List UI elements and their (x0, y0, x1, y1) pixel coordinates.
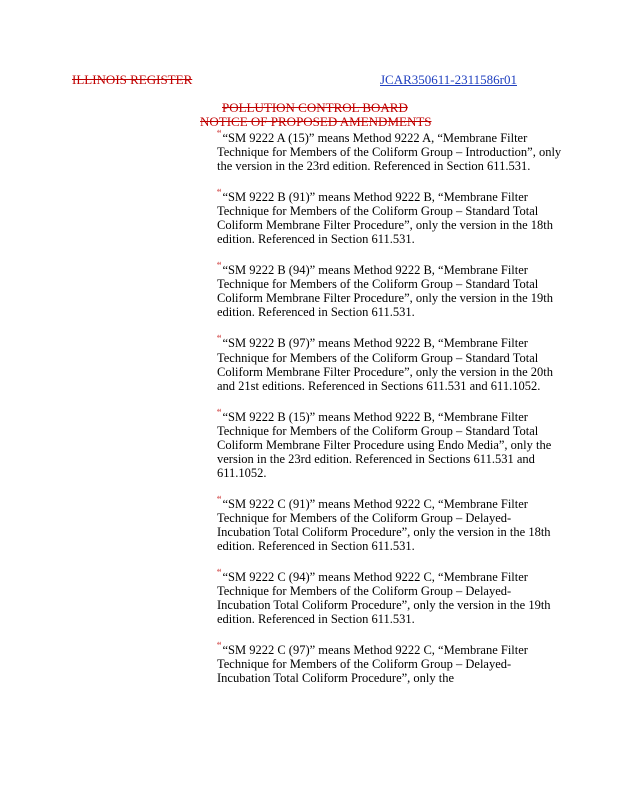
notice-title: NOTICE OF PROPOSED AMENDMENTS (200, 114, 432, 129)
document-id[interactable]: JCAR350611-2311586r01 (380, 72, 517, 87)
definition-text: “SM 9222 B (94)” means Method 9222 B, “Membrane Filter Technique for Members of the Coliform Group – Standard Total Coliform Membrane Filter Procedure”, only the version in the 19th edition. Referenced in Section 611.531. (217, 263, 554, 320)
quote-mark: “ (217, 494, 222, 506)
definition-text: “SM 9222 B (15)” means Method 9222 B, “Membrane Filter Technique for Members of the Coliform Group – Standard Total Coliform Membrane Filter Procedure using Endo Media”, only the version in the 23rd edition. Referenced in Sections 611.531 and 611.1052. (217, 409, 552, 480)
definition-item (217, 567, 562, 626)
definition-text: “SM 9222 C (91)” means Method 9222 C, “Membrane Filter Technique for Members of the Coliform Group – Delayed-Incubation Total Coliform Procedure”, only the version in the 18th edition. Referenced in Section 611.531. (217, 496, 551, 553)
agency-title: POLLUTION CONTROL BOARD (222, 100, 408, 115)
quote-mark: “ (217, 567, 222, 579)
definition-text: “SM 9222 A (15)” means Method 9222 A, “Membrane Filter Technique for Members of the Coliform Group – Introduction”, only the version in the 23rd edition. Referenced in Section 611.531. (217, 131, 562, 174)
register-header: ILLINOIS REGISTER (72, 72, 193, 87)
quote-mark: “ (217, 641, 222, 653)
definition-item (217, 260, 562, 319)
quote-mark: “ (217, 334, 222, 346)
definition-item (217, 494, 562, 553)
definition-item (217, 640, 562, 685)
quote-mark: “ (217, 129, 222, 140)
quote-mark: “ (217, 188, 222, 200)
quote-mark: “ (217, 261, 222, 273)
definition-item (217, 333, 562, 392)
definition-item (217, 187, 562, 246)
definition-item (217, 407, 562, 480)
definition-item (217, 128, 562, 173)
definition-text: “SM 9222 C (94)” means Method 9222 C, “Membrane Filter Technique for Members of the Coliform Group – Delayed-Incubation Total Coliform Procedure”, only the version in the 19th edition. Referenced in Section 611.531. (217, 570, 551, 627)
definitions-list (217, 128, 562, 699)
definition-text: “SM 9222 B (91)” means Method 9222 B, “Membrane Filter Technique for Members of the Coliform Group – Standard Total Coliform Membrane Filter Procedure”, only the version in the 18th edition. Referenced in Section 611.531. (217, 190, 554, 247)
quote-mark: “ (217, 407, 222, 419)
definition-text: “SM 9222 C (97)” means Method 9222 C, “Membrane Filter Technique for Members of the Coliform Group – Delayed-Incubation Total Coliform Procedure”, only the (217, 643, 528, 686)
definition-text: “SM 9222 B (97)” means Method 9222 B, “Membrane Filter Technique for Members of the Coliform Group – Standard Total Coliform Membrane Filter Procedure”, only the version in the 20th and 21st editions. Referenced in Sections 611.531 and 611.1052. (217, 336, 554, 393)
